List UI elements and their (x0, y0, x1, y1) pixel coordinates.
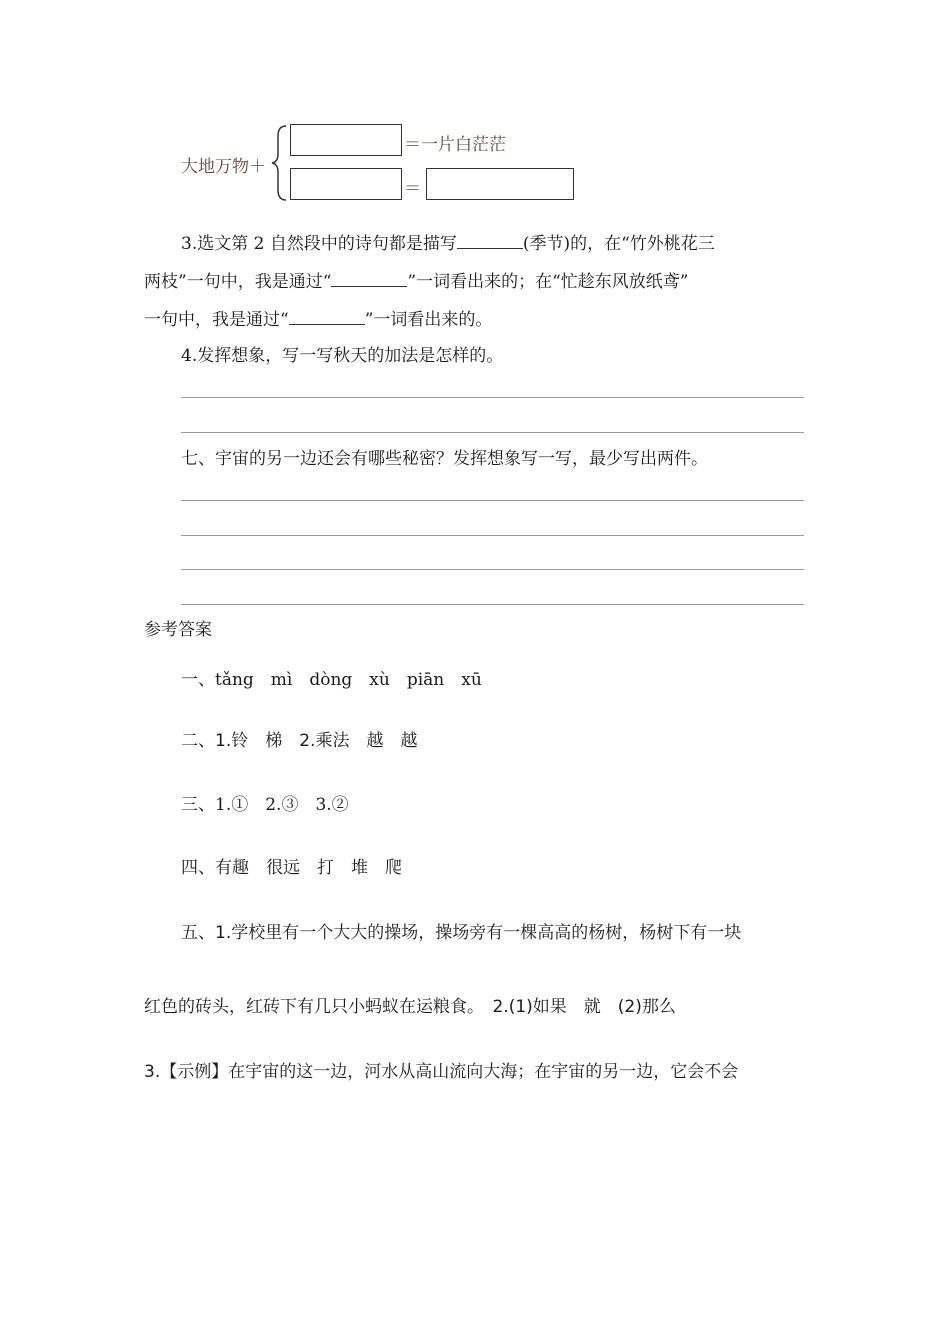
answer-2-prefix: 二、1. (181, 731, 232, 751)
writing-line[interactable] (181, 397, 804, 398)
q3-text-6: ”一词看出来的。 (364, 310, 493, 330)
answer-2-body: 铃 梯 2.乘法 越 越 (231, 731, 418, 751)
curly-brace-icon (270, 124, 290, 202)
q3-text-3: 两枝”一句中，我是通过“ (144, 272, 332, 292)
answer-4: 四、有趣 很远 打 堆 爬 (181, 858, 402, 878)
formula-row2-equals: ＝ (404, 179, 421, 199)
writing-line[interactable] (181, 569, 804, 570)
answer-box-1[interactable] (290, 124, 402, 156)
writing-line[interactable] (181, 604, 804, 605)
answer-5-line1: 五、1.学校里有一个大大的操场，操场旁有一棵高高的杨树，杨树下有一块 (181, 923, 742, 943)
answers-heading: 参考答案 (144, 620, 212, 640)
q3-text-1: 3.选文第 2 自然段中的诗句都是描写 (181, 234, 457, 254)
answer-1: 一、tǎng mì dòng xù piān xū (181, 670, 482, 690)
q3-blank-season[interactable] (457, 248, 523, 249)
formula-left-label: 大地万物＋ (181, 157, 266, 177)
q3-line3 (144, 312, 492, 329)
q3-line1 (181, 236, 715, 253)
q3-text-4: ”一词看出来的；在“忙趁东风放纸鸢” (407, 272, 689, 292)
answer-3: 三、1.① 2.③ 3.② (181, 795, 349, 815)
q3-blank-word1[interactable] (331, 286, 407, 287)
writing-line[interactable] (181, 432, 804, 433)
q3-text-5: 一句中，我是通过“ (144, 310, 289, 330)
writing-line[interactable] (181, 535, 804, 536)
q7-prompt: 七、宇宙的另一边还会有哪些秘密？发挥想象写一写，最少写出两件。 (181, 449, 708, 469)
formula-row1-result: ＝一片白茫茫 (404, 135, 506, 155)
q4-prompt: 4.发挥想象，写一写秋天的加法是怎样的。 (181, 346, 504, 366)
q3-blank-word2[interactable] (289, 324, 365, 325)
answer-5-line2: 红色的砖头，红砖下有几只小蚂蚁在运粮食。 2.(1)如果 就 (2)那么 (144, 997, 676, 1017)
answer-5-line3: 3.【示例】在宇宙的这一边，河水从高山流向大海；在宇宙的另一边，它会不会 (144, 1062, 739, 1082)
writing-line[interactable] (181, 500, 804, 501)
answer-box-2[interactable] (290, 168, 402, 200)
answer-2 (181, 733, 417, 750)
answer-box-3[interactable] (426, 168, 574, 200)
q3-text-2: (季节)的，在“竹外桃花三 (522, 234, 715, 254)
q3-line2 (144, 274, 688, 291)
